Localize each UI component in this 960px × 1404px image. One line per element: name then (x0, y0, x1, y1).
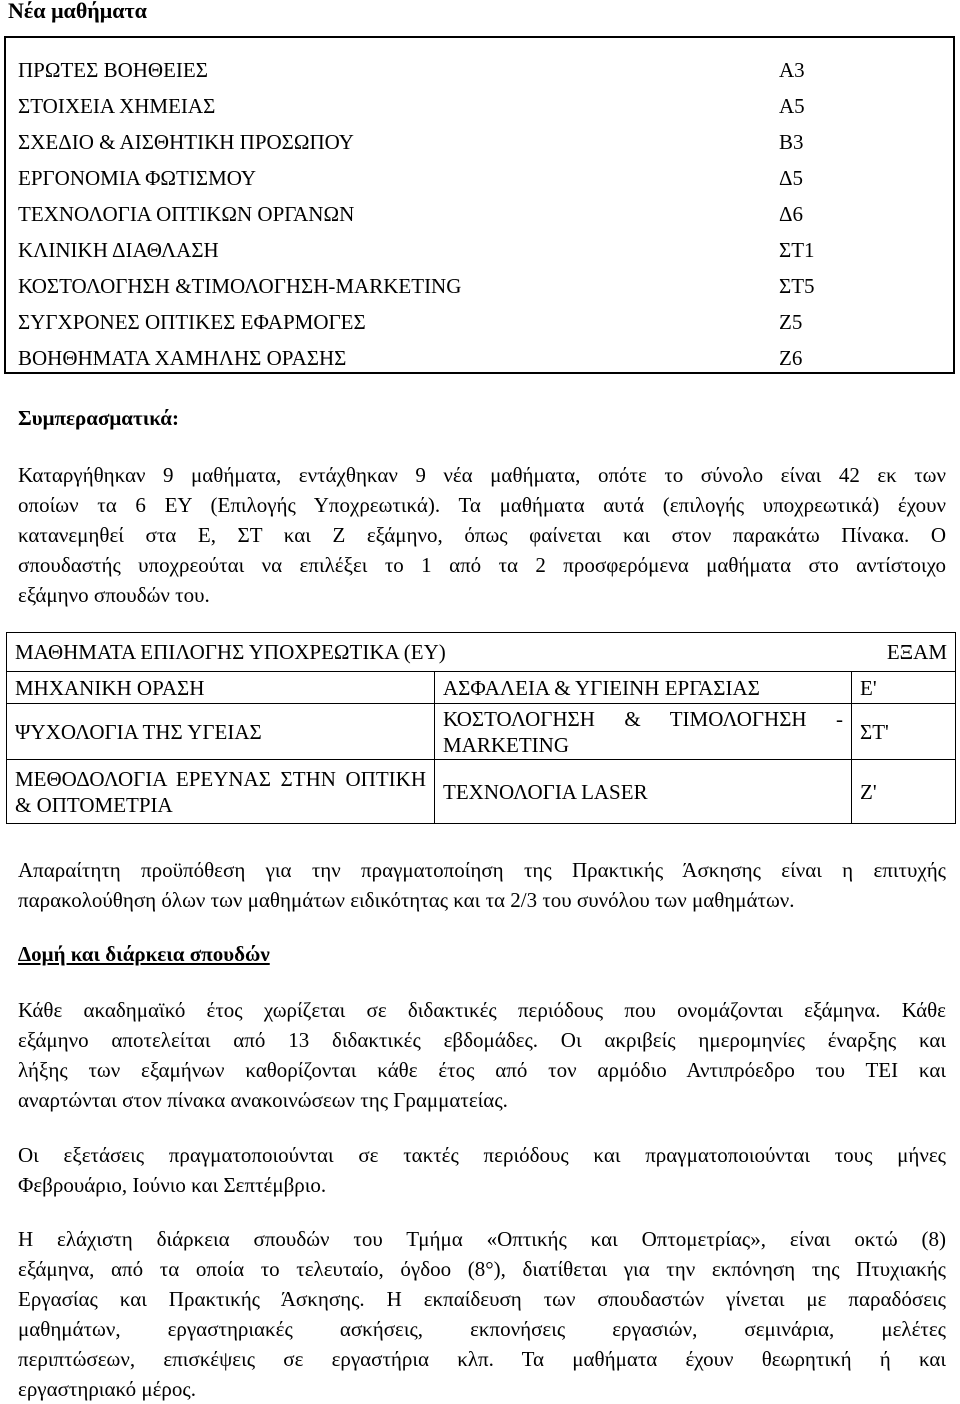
course-code: Ζ5 (779, 310, 803, 334)
course-name: ΣΧΕΔΙΟ & ΑΙΣΘΗΤΙΚΗ ΠΡΟΣΩΠΟΥ (18, 130, 354, 154)
structure-paragraph-3 (18, 1224, 946, 1404)
prerequisite-paragraph (18, 855, 946, 915)
table-cell: ΜΕΘΟΔΟΛΟΓΙΑ ΕΡΕΥΝΑΣ ΣΤΗΝ ΟΠΤΙΚΗ & ΟΠΤΟΜΕΤΡΙΑ (7, 760, 435, 824)
table-cell: ΑΣΦΑΛΕΙΑ & ΥΓΙΕΙΝΗ ΕΡΓΑΣΙΑΣ (435, 672, 852, 704)
table-header-title: ΜΑΘΗΜΑΤΑ ΕΠΙΛΟΓΗΣ ΥΠΟΧΡΕΩΤΙΚΑ (ΕΥ) (15, 640, 446, 664)
course-name: ΠΡΩΤΕΣ ΒΟΗΘΕΙΕΣ (18, 58, 208, 82)
course-code: Δ5 (779, 166, 804, 190)
table-header-semester: ΕΞΑΜ (886, 640, 947, 664)
table-cell: ΣΤ' (852, 704, 956, 760)
table-cell: ΤΕΧΝΟΛΟΓΙΑ LASER (435, 760, 852, 824)
text-line: εξάμηνο αποτελείται από 13 διδακτικές εβδομάδες. Οι ακριβείς ημερομηνίες έναρξης και (18, 1028, 946, 1052)
text-line: Καταργήθηκαν 9 μαθήματα, εντάχθηκαν 9 νέα μαθήματα, οπότε το σύνολο είναι 42 εκ των (18, 463, 946, 487)
table-header-cell (7, 633, 956, 672)
course-name: ΒΟΗΘΗΜΑΤΑ ΧΑΜΗΛΗΣ ΟΡΑΣΗΣ (18, 346, 347, 370)
course-name: ΚΛΙΝΙΚΗ ΔΙΑΘΛΑΣΗ (18, 238, 219, 262)
course-row (6, 52, 953, 88)
conclusions-paragraph (18, 460, 946, 610)
text-line: οποίων τα 6 ΕΥ (Επιλογής Υποχρεωτικά). Τα μαθήματα αυτά (επιλογής υποχρεωτικά) έχουν (18, 493, 946, 517)
elective-courses-table (6, 632, 956, 824)
text-line: εξάμηνο σπουδών του. (18, 583, 210, 607)
course-row (6, 196, 953, 232)
course-code: Α3 (779, 58, 805, 82)
conclusions-title: Συμπερασματικά: (18, 406, 179, 430)
course-row (6, 232, 953, 268)
course-row (6, 160, 953, 196)
course-name: ΤΕΧΝΟΛΟΓΙΑ ΟΠΤΙΚΩΝ ΟΡΓΑΝΩΝ (18, 202, 355, 226)
table-row (7, 760, 956, 824)
table-header-row (7, 633, 956, 672)
course-name: ΣΤΟΙΧΕΙΑ ΧΗΜΕΙΑΣ (18, 94, 216, 118)
table-cell: Ζ' (852, 760, 956, 824)
course-row (6, 268, 953, 304)
text-line: Η ελάχιστη διάρκεια σπουδών του Τμήμα «Οπτικής και Οπτομετρίας», είναι οκτώ (8) (18, 1227, 946, 1251)
course-name: ΕΡΓΟΝΟΜΙΑ ΦΩΤΙΣΜΟΥ (18, 166, 257, 190)
structure-paragraph-1 (18, 995, 946, 1115)
table-cell: ΚΟΣΤΟΛΟΓΗΣΗ & ΤΙΜΟΛΟΓΗΣΗ - MARKETING (435, 704, 852, 760)
table-cell: ΜΗΧΑΝΙΚΗ ΟΡΑΣΗ (7, 672, 435, 704)
course-row (6, 340, 953, 376)
table-cell: ΨΥΧΟΛΟΓΙΑ ΤΗΣ ΥΓΕΙΑΣ (7, 704, 435, 760)
text-line: μαθημάτων, εργαστηριακές ασκήσεις, εκπονήσεις εργασιών, σεμινάρια, μελέτες (18, 1317, 946, 1341)
course-row (6, 304, 953, 340)
course-code: Ζ6 (779, 346, 803, 370)
course-code: Α5 (779, 94, 805, 118)
text-line: εργαστηριακό μέρος. (18, 1377, 196, 1401)
structure-paragraph-2 (18, 1140, 946, 1200)
text-line: Απαραίτητη προϋπόθεση για την πραγματοποίηση της Πρακτικής Άσκησης είναι η επιτυχής (18, 858, 946, 882)
new-courses-table (4, 36, 955, 374)
text-line: σπουδαστής υποχρεούται να επιλέξει το 1 από τα 2 προσφερόμενα μαθήματα στο αντίστοιχο (18, 553, 946, 577)
table-row (7, 672, 956, 704)
text-line: Εργασίας και Πρακτικής Άσκησης. Η εκπαίδευση των σπουδαστών γίνεται με παραδόσεις (18, 1287, 946, 1311)
course-row (6, 88, 953, 124)
text-line: εξάμηνα, από τα οποία το τελευταίο, όγδοο (8°), διατίθεται για την εκπόνηση της Πτυχιακής (18, 1257, 946, 1281)
text-line: λήξης των εξαμήνων καθορίζονται κάθε έτος από τον αρμόδιο Αντιπρόεδρο του ΤΕΙ και (18, 1058, 946, 1082)
course-code: Β3 (779, 130, 804, 154)
course-code: ΣΤ5 (779, 274, 815, 298)
course-name: ΚΟΣΤΟΛΟΓΗΣΗ &ΤΙΜΟΛΟΓΗΣΗ-MARKETING (18, 274, 462, 298)
course-row (6, 124, 953, 160)
table-cell: Ε' (852, 672, 956, 704)
course-code: Δ6 (779, 202, 804, 226)
course-name: ΣΥΓΧΡΟΝΕΣ ΟΠΤΙΚΕΣ ΕΦΑΡΜΟΓΕΣ (18, 310, 366, 334)
text-line: Φεβρουάριο, Ιούνιο και Σεπτέμβριο. (18, 1173, 327, 1197)
text-line: αναρτώνται στον πίνακα ανακοινώσεων της Γραμματείας. (18, 1088, 508, 1112)
table-row (7, 704, 956, 760)
text-line: περιπτώσεων, επισκέψεις σε εργαστήρια κλπ. Τα μαθήματα έχουν θεωρητική ή και (18, 1347, 946, 1371)
page-title: Νέα μαθήματα (8, 0, 147, 23)
structure-section-title: Δομή και διάρκεια σπουδών (18, 942, 270, 966)
text-line: κατανεμηθεί στα Ε, ΣΤ και Ζ εξάμηνο, όπως φαίνεται και στον παρακάτω Πίνακα. Ο (18, 523, 946, 547)
text-line: παρακολούθηση όλων των μαθημάτων ειδικότητας και τα 2/3 του συνόλου των μαθημάτων. (18, 888, 795, 912)
text-line: Οι εξετάσεις πραγματοποιούνται σε τακτές περιόδους και πραγματοποιούνται τους μήνες (18, 1143, 946, 1167)
text-line: Κάθε ακαδημαϊκό έτος χωρίζεται σε διδακτικές περιόδους που ονομάζονται εξάμηνα. Κάθε (18, 998, 946, 1022)
course-code: ΣΤ1 (779, 238, 815, 262)
